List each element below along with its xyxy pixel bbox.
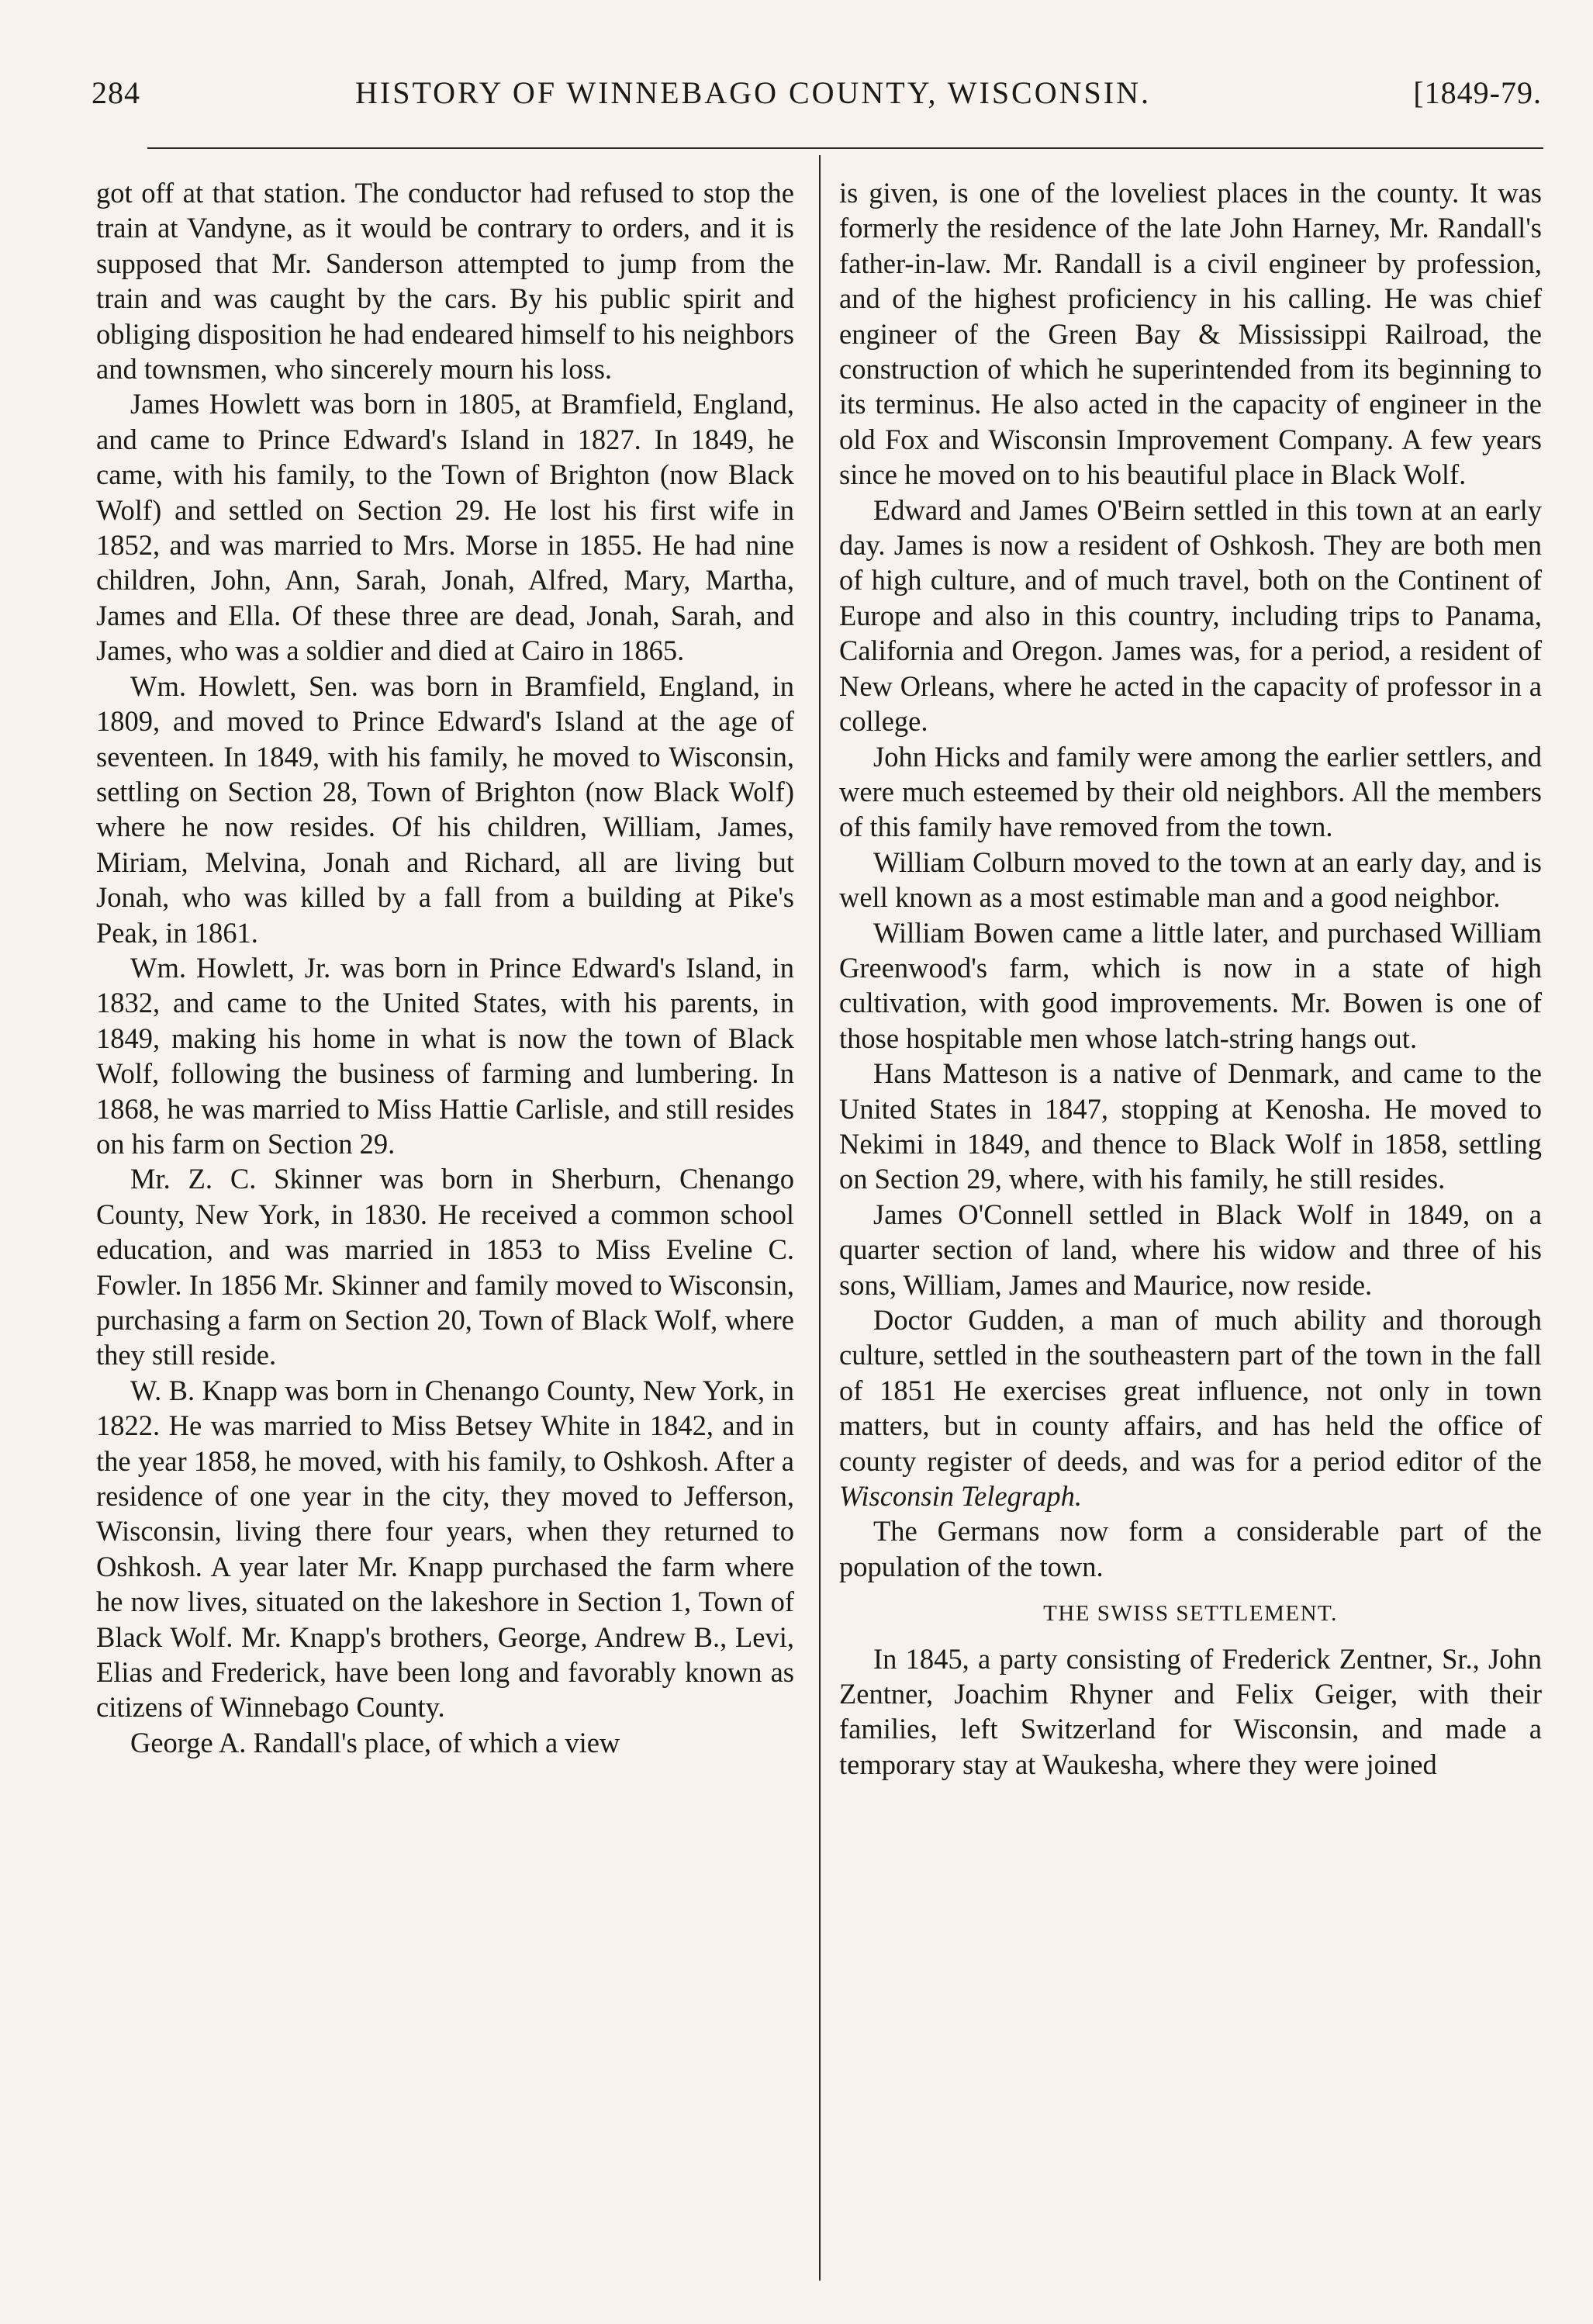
column-divider bbox=[819, 155, 821, 2281]
right-column bbox=[839, 175, 1542, 1782]
paragraph: George A. Randall's place, of which a view bbox=[130, 1726, 620, 1759]
paragraph: Wm. Howlett, Jr. was born in Prince Edward's Island, in 1832, and came to the United States, with his parents, in 1849, making his home in what is now the town of Black Wolf, following the business of farming and lumbering. In 1868, he was married to Miss Hattie Carlisle, and still resides on his farm on Section 29. bbox=[96, 951, 794, 1160]
paragraph: John Hicks and family were among the earlier settlers, and were much esteemed by their old neighbors. All the members of this family have removed from the town. bbox=[839, 740, 1542, 843]
paragraph-gudden bbox=[839, 1302, 1542, 1513]
paragraph: W. B. Knapp was born in Chenango County, New York, in 1822. He was married to Miss Betsey White in 1842, and in the year 1858, he moved, with his family, to Oshkosh. After a residence of one year in the city, they moved to Jefferson, Wisconsin, living there four years, when they returned to Oshkosh. A year later Mr. Knapp purchased the farm where he now lives, situated on the lakeshore in Section 1, Town of Black Wolf. Mr. Knapp's brothers, George, Andrew B., Levi, Elias and Frederick, have been long and favorably known as citizens of Winnebago County. bbox=[96, 1374, 794, 1724]
paragraph: William Bowen came a little later, and purchased William Greenwood's farm, which is now in a state of high cultivation, with good improvements. Mr. Bowen is one of those hospitable men whose latch-string hangs out. bbox=[839, 916, 1542, 1054]
page-header bbox=[92, 74, 1542, 121]
paragraph: In 1845, a party consisting of Frederick Zentner, Sr., John Zentner, Joachim Rhyner and Felix Geiger, with their families, left Switzerland for Wisconsin, and made a temporary stay at Waukesha, where they were joined bbox=[839, 1642, 1542, 1780]
paragraph: Wm. Howlett, Sen. was born in Bramfield, England, in 1809, and moved to Prince Edward's Island at the age of seventeen. In 1849, with his family, he moved to Wisconsin, settling on Section 28, Town of Brighton (now Black Wolf) where he now resides. Of his children, William, James, Miriam, Melvina, Jonah and Richard, all are living but Jonah, who was killed by a fall from a building at Pike's Peak, in 1861. bbox=[96, 669, 794, 949]
paragraph: William Colburn moved to the town at an early day, and is well known as a most estimable man and a good neighbor. bbox=[839, 846, 1542, 914]
left-column bbox=[96, 175, 794, 1760]
running-title: HISTORY OF WINNEBAGO COUNTY, WISCONSIN. bbox=[355, 75, 1151, 110]
paragraph: got off at that station. The conductor had refused to stop the train at Vandyne, as it would be contrary to orders, and it is supposed that Mr. Sanderson attempted to jump from the train and was caught by the cars. By his public spirit and obliging disposition he had endeared himself to his neighbors and townsmen, who sincerely mourn his loss. bbox=[96, 177, 794, 386]
gudden-text: Doctor Gudden, a man of much ability and thorough culture, settled in the southeastern part of the town in the fall of 1851 He exercises great influence, not only in town matters, but in county affairs, and has held the office of county register of deeds, and was for a period editor of the bbox=[839, 1304, 1542, 1477]
paragraph: Mr. Z. C. Skinner was born in Sherburn, Chenango County, New York, in 1830. He received a common school education, and was married in 1853 to Miss Eveline C. Fowler. In 1856 Mr. Skinner and family moved to Wisconsin, purchasing a farm on Section 20, Town of Black Wolf, where they still reside. bbox=[96, 1163, 794, 1371]
paragraph: is given, is one of the loveliest places in the county. It was formerly the residence of the late John Harney, Mr. Randall's father-in-law. Mr. Randall is a civil engineer by profession, and of the highest proficiency in his calling. He was chief engineer of the Green Bay & Mississippi Railroad, the construction of which he superintended from its beginning to its terminus. He also acted in the capacity of engineer in the old Fox and Wisconsin Improvement Company. A few years since he moved on to his beautiful place in Black Wolf. bbox=[839, 177, 1542, 491]
paragraph: Hans Matteson is a native of Denmark, and came to the United States in 1847, stopping at Kenosha. He moved to Nekimi in 1849, and thence to Black Wolf in 1858, settling on Section 29, where, with his family, he still resides. bbox=[839, 1057, 1542, 1195]
date-range: [1849-79. bbox=[1413, 75, 1542, 110]
paragraph: James Howlett was born in 1805, at Bramfield, England, and came to Prince Edward's Island in 1827. In 1849, he came, with his family, to the Town of Brighton (now Black Wolf) and settled on Section 29. He lost his first wife in 1852, and was married to Mrs. Morse in 1855. He had nine children, John, Ann, Sarah, Jonah, Alfred, Mary, Martha, James and Ella. Of these three are dead, Jonah, Sarah, and James, who was a soldier and died at Cairo in 1865. bbox=[96, 388, 794, 667]
page-number: 284 bbox=[92, 75, 140, 110]
paragraph: The Germans now form a considerable part of the population of the town. bbox=[839, 1515, 1542, 1582]
header-rule bbox=[147, 147, 1543, 149]
newspaper-title: Wisconsin Telegraph. bbox=[839, 1480, 1082, 1513]
section-heading: THE SWISS SETTLEMENT. bbox=[1043, 1601, 1338, 1627]
paragraph: Edward and James O'Beirn settled in this town at an early day. James is now a resident of Oshkosh. They are both men of high culture, and of much travel, both on the Continent of Europe and also in this country, including trips to Panama, California and Oregon. James was, for a period, a resident of New Orleans, where he acted in the capacity of professor in a college. bbox=[839, 493, 1542, 738]
paragraph: James O'Connell settled in Black Wolf in 1849, on a quarter section of land, where his widow and three of his sons, William, James and Maurice, now reside. bbox=[839, 1198, 1542, 1301]
